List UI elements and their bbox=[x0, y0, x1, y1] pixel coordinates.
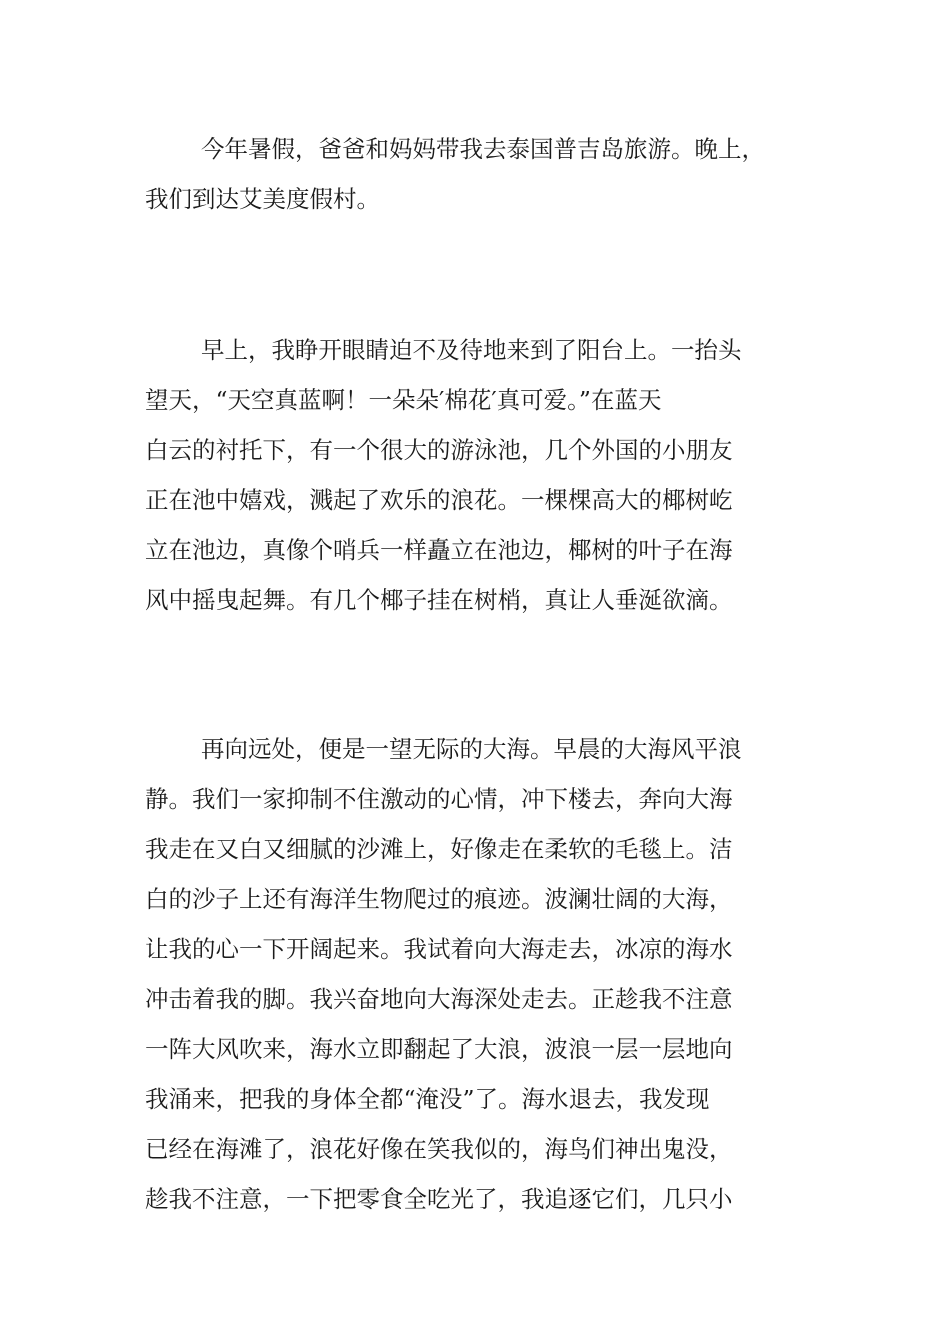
paragraph-line: 风中摇曳起舞。有几个椰子挂在树梢，真让人垂涎欲滴。 bbox=[145, 586, 733, 614]
paragraph-line: 望天，“天空真蓝啊！一朵朵′棉花′真可爱。”在蓝天 bbox=[145, 386, 662, 414]
paragraph-line: 我涌来，把我的身体全都“淹没”了。海水退去，我发现 bbox=[145, 1085, 710, 1113]
paragraph-line: 白云的衬托下，有一个很大的游泳池，几个外国的小朋友 bbox=[145, 436, 733, 464]
paragraph-line: 我们到达艾美度假村。 bbox=[145, 185, 380, 213]
paragraph-line: 我走在又白又细腻的沙滩上，好像走在柔软的毛毯上。洁 bbox=[145, 835, 733, 863]
paragraph-line: 立在池边，真像个哨兵一样矗立在池边，椰树的叶子在海 bbox=[145, 536, 733, 564]
paragraph-line: 静。我们一家抑制不住激动的心情，冲下楼去，奔向大海 bbox=[145, 785, 733, 813]
paragraph-line: 今年暑假，爸爸和妈妈带我去泰国普吉岛旅游。晚上， bbox=[201, 135, 765, 163]
paragraph-1 bbox=[145, 124, 815, 224]
paragraph-line: 让我的心一下开阔起来。我试着向大海走去，冰凉的海水 bbox=[145, 935, 733, 963]
paragraph-line: 早上，我睁开眼睛迫不及待地来到了阳台上。一抬头 bbox=[201, 336, 742, 364]
paragraph-line: 白的沙子上还有海洋生物爬过的痕迹。波澜壮阔的大海， bbox=[145, 885, 733, 913]
paragraph-2 bbox=[145, 325, 815, 625]
paragraph-line: 冲击着我的脚。我兴奋地向大海深处走去。正趁我不注意 bbox=[145, 985, 733, 1013]
paragraph-line: 再向远处，便是一望无际的大海。早晨的大海风平浪 bbox=[201, 735, 742, 763]
paragraph-line: 一阵大风吹来，海水立即翻起了大浪，波浪一层一层地向 bbox=[145, 1035, 733, 1063]
paragraph-line: 已经在海滩了，浪花好像在笑我似的，海鸟们神出鬼没， bbox=[145, 1135, 733, 1163]
paragraph-line: 趁我不注意，一下把零食全吃光了，我追逐它们，几只小 bbox=[145, 1185, 733, 1213]
paragraph-line: 正在池中嬉戏，溅起了欢乐的浪花。一棵棵高大的椰树屹 bbox=[145, 486, 733, 514]
paragraph-3 bbox=[145, 724, 815, 1224]
